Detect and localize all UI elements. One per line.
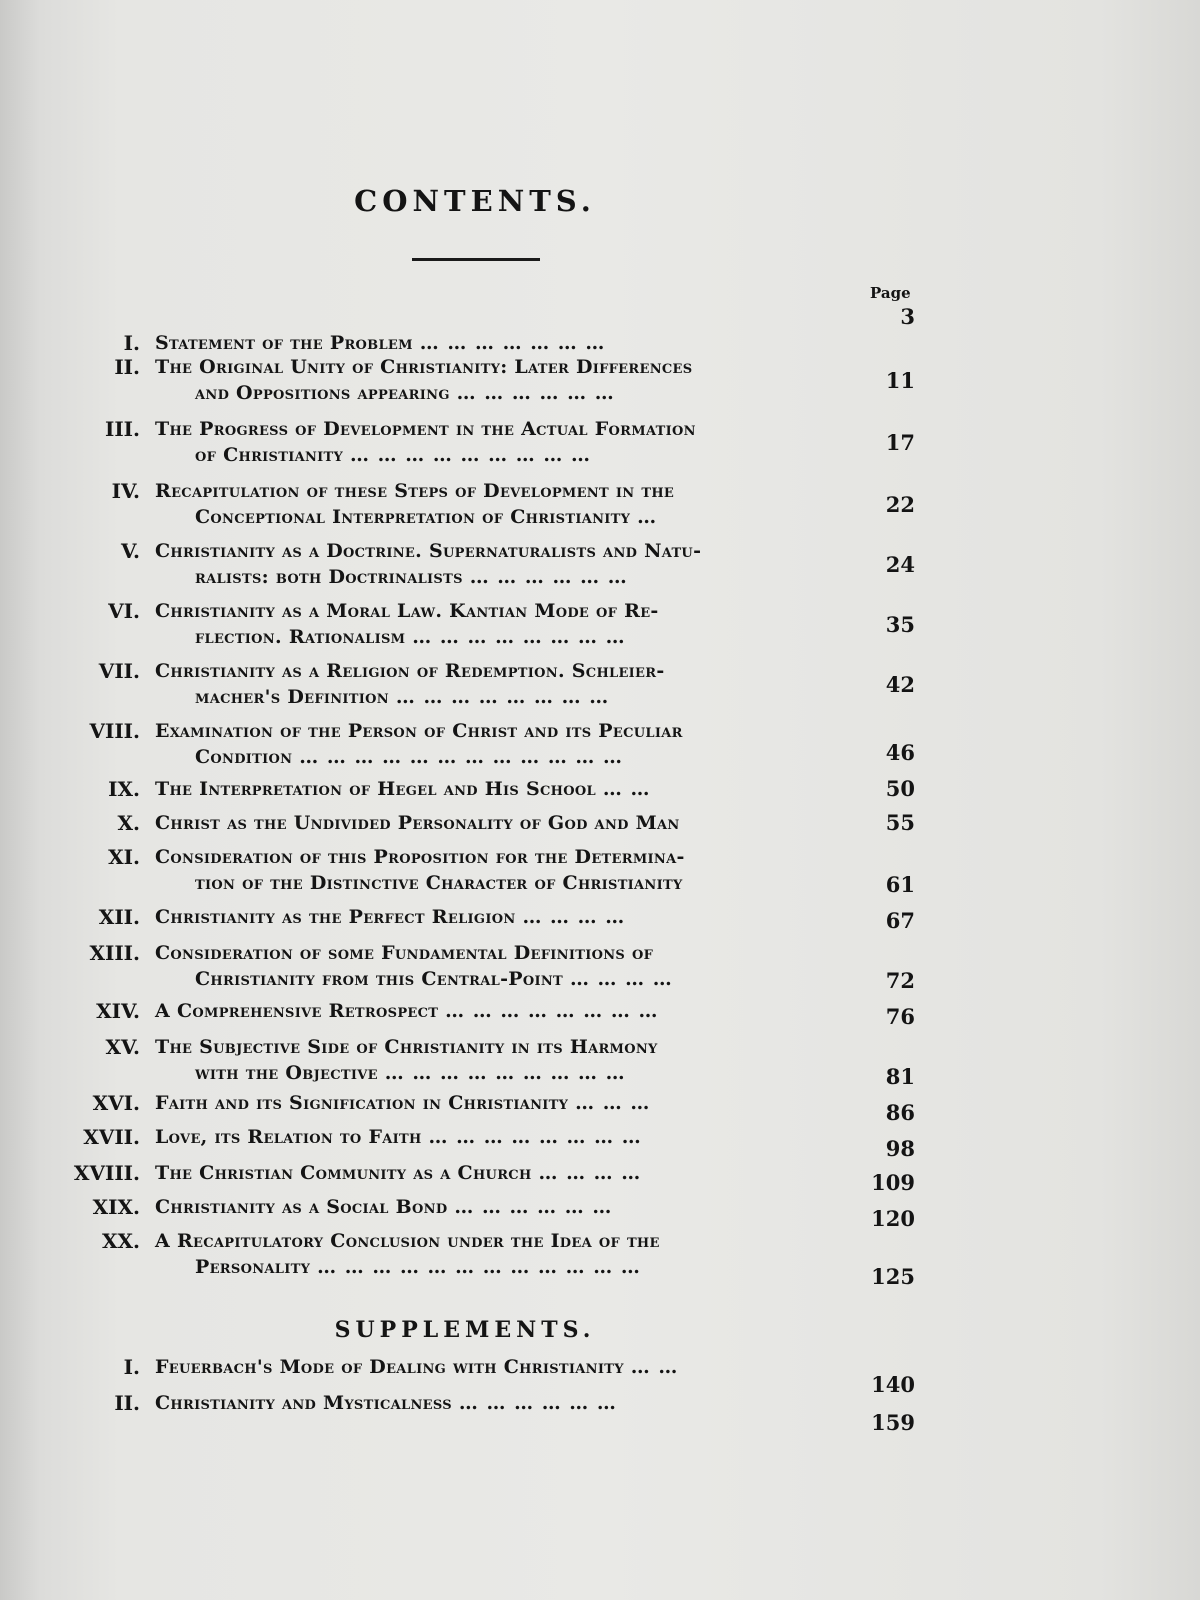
leader-dots: … … … … … … … … … … … … [317, 1256, 641, 1278]
leader-dots: … … [630, 1356, 679, 1378]
page-column-label: Page [870, 284, 911, 302]
chapter-title-line: The Interpretation of Hegel and His School [155, 778, 596, 800]
leader-dots: … … … … … … [469, 566, 628, 588]
chapter-title-line: Christianity as a Moral Law. Kantian Mode of Re- [155, 600, 659, 622]
chapter-number: XVII. [83, 1125, 140, 1149]
page-number: 24 [885, 552, 915, 577]
chapter-number: X. [117, 811, 140, 835]
page-number: 125 [871, 1264, 915, 1289]
chapter-number: VII. [98, 659, 140, 683]
leader-dots: … … … … … … … … … [384, 1062, 626, 1084]
leader-dots: … … … … … … … … [445, 1000, 659, 1022]
page-number: 86 [885, 1100, 915, 1125]
chapter-title-line: A Recapitulatory Conclusion under the Idea of the [155, 1230, 660, 1252]
chapter-number: II. [114, 355, 140, 379]
chapter-number: II. [114, 1391, 140, 1415]
chapter-number: I. [123, 331, 140, 355]
chapter-title-line: Christianity as a Religion of Redemption. Schleier- [155, 660, 665, 682]
chapter-title-line: Christ as the Undivided Personality of God and Man [155, 812, 680, 834]
chapter-title-line: of Christianity [195, 444, 344, 466]
chapter-title-line: flection. Rationalism [195, 626, 406, 648]
chapter-title-line: Christianity as the Perfect Religion [155, 906, 516, 928]
chapter-number: V. [121, 539, 140, 563]
leader-dots: … … … … … … … … [428, 1126, 642, 1148]
page-number: 17 [885, 430, 915, 455]
chapter-number: I. [123, 1355, 140, 1379]
chapter-title-line: The Original Unity of Christianity: Later Differences [155, 356, 693, 378]
chapter-title-line: Consideration of some Fundamental Definitions of [155, 942, 654, 964]
chapter-number: XI. [108, 845, 140, 869]
chapter-title-line: A Comprehensive Retrospect [155, 1000, 439, 1022]
page-number: 120 [871, 1206, 915, 1231]
chapter-title-line: Conceptional Interpretation of Christianity [195, 506, 631, 528]
chapter-title-line: Love, its Relation to Faith [155, 1126, 422, 1148]
leader-dots: … … … … … … … … [395, 686, 610, 708]
chapter-title-line: Christianity from this Central-Point [195, 968, 564, 990]
chapter-title-line: The Subjective Side of Christianity in its Harmony [155, 1036, 658, 1058]
page-number: 140 [871, 1372, 915, 1397]
chapter-number: XIV. [96, 999, 140, 1023]
leader-dots: … [637, 506, 658, 528]
leader-dots: … … … … … … … … … [350, 444, 591, 466]
leader-dots: … … … … … … … [419, 332, 606, 354]
chapter-number: XIII. [89, 941, 140, 965]
chapter-title-line: Christianity as a Social Bond [155, 1196, 448, 1218]
leader-dots: … … … … … … [454, 1196, 613, 1218]
page-number: 61 [885, 872, 915, 897]
page-number: 35 [885, 612, 915, 637]
page-number: 50 [885, 776, 915, 801]
chapter-number: XVI. [92, 1091, 140, 1115]
chapter-title [155, 1390, 855, 1416]
chapter-title-line: and Oppositions appearing [195, 382, 450, 404]
chapter-title-line: Personality [195, 1256, 311, 1278]
leader-dots: … … … … [538, 1162, 642, 1184]
leader-dots: … … … … [569, 968, 673, 990]
chapter-title-line: Christianity as a Doctrine. Supernaturalists and Natu- [155, 540, 702, 562]
page-number: 98 [885, 1136, 915, 1161]
chapter-number: XIX. [92, 1195, 140, 1219]
page-number: 72 [885, 968, 915, 993]
page-number: 55 [885, 810, 915, 835]
chapter-title-line: ralists: both Doctrinalists [195, 566, 463, 588]
chapter-number: XV. [105, 1035, 140, 1059]
chapter-title-line: Recapitulation of these Steps of Development in the [155, 480, 675, 502]
page-number: 159 [871, 1410, 915, 1435]
chapter-title-line: Feuerbach's Mode of Dealing with Christianity [155, 1356, 624, 1378]
leader-dots: … … … … [522, 906, 626, 928]
chapter-title-line: The Christian Community as a Church [155, 1162, 532, 1184]
chapter-number: XVIII. [73, 1161, 140, 1185]
chapter-title-line: Condition [195, 746, 293, 768]
leader-dots: … … … [575, 1092, 651, 1114]
page-number: 11 [885, 368, 915, 393]
chapter-title-line: Examination of the Person of Christ and its Peculiar [155, 720, 683, 742]
page-number: 109 [871, 1170, 915, 1195]
page-number: 42 [885, 672, 915, 697]
page-number: 22 [885, 492, 915, 517]
page-title: CONTENTS. [354, 184, 596, 218]
chapter-title-line: Consideration of this Proposition for the Determina- [155, 846, 685, 868]
chapter-title-line: Faith and its Signification in Christianity [155, 1092, 569, 1114]
chapter-number: XII. [98, 905, 140, 929]
chapter-title-line: tion of the Distinctive Character of Christianity [195, 872, 683, 894]
chapter-number: VI. [108, 599, 140, 623]
page-number: 76 [885, 1004, 915, 1029]
chapter-number: VIII. [89, 719, 140, 743]
page-number: 81 [885, 1064, 915, 1089]
page-number: 3 [900, 304, 915, 329]
chapter-number: IV. [111, 479, 140, 503]
leader-dots: … … … … … … [458, 1392, 617, 1414]
chapter-title-line: Statement of the Problem [155, 332, 413, 354]
leader-dots: … … … … … … [456, 382, 615, 404]
chapter-title [155, 1354, 855, 1380]
leader-dots: … … … … … … … … … … … … [299, 746, 624, 768]
chapter-title-line: Christianity and Mysticalness [155, 1392, 452, 1414]
leader-dots: … … [602, 778, 651, 800]
supplements-title: SUPPLEMENTS. [334, 1317, 596, 1343]
page-number: 67 [885, 908, 915, 933]
page-number: 46 [885, 740, 915, 765]
chapter-title-line: macher's Definition [195, 686, 389, 708]
chapter-number: III. [104, 417, 140, 441]
chapter-title-line: with the Objective [195, 1062, 378, 1084]
chapter-title-line: The Progress of Development in the Actual Formation [155, 418, 696, 440]
leader-dots: … … … … … … … … [412, 626, 626, 648]
chapter-number: XX. [102, 1229, 140, 1253]
chapter-number: IX. [108, 777, 140, 801]
